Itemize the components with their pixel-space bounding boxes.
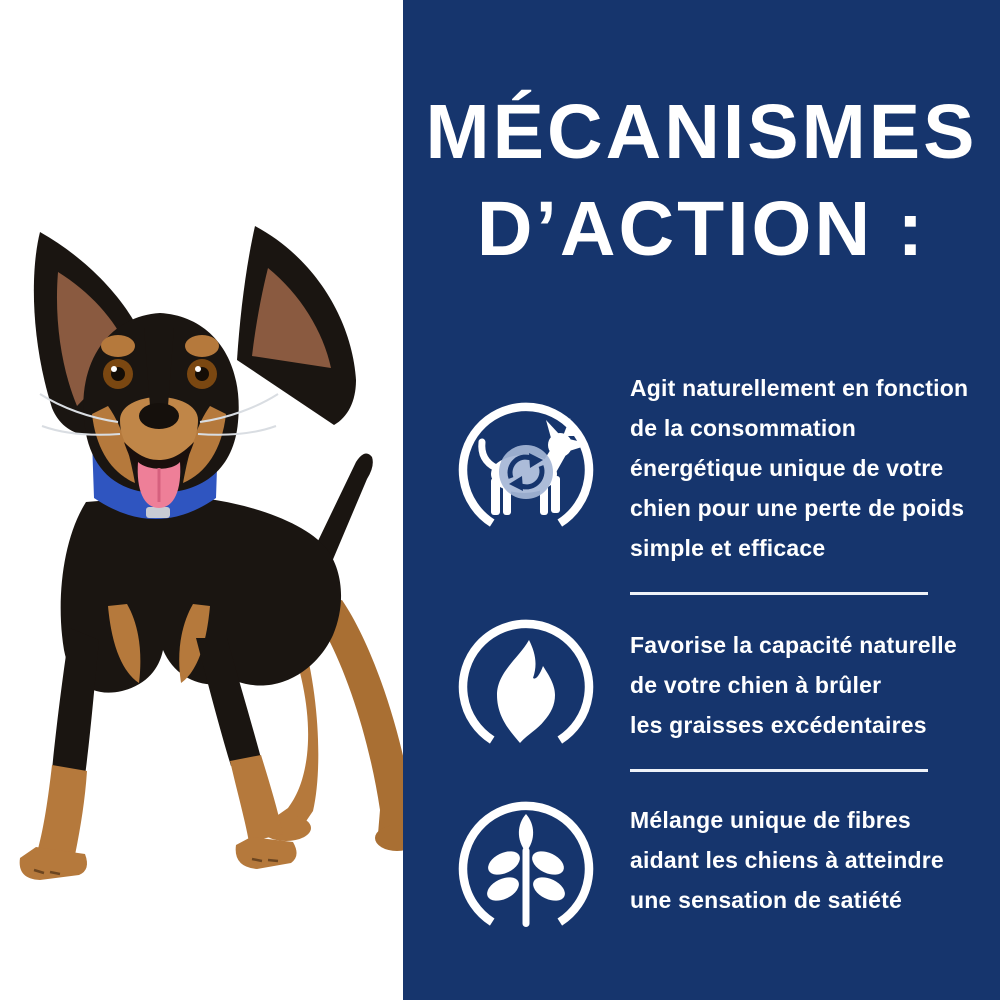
- text-line: de la consommation: [630, 415, 856, 441]
- dog-illustration: [0, 210, 420, 890]
- text-line: Mélange unique de fibres: [630, 807, 911, 833]
- dog-energy-cycle-icon: [456, 398, 596, 543]
- text-line: simple et efficace: [630, 535, 826, 561]
- flame-icon: [456, 615, 596, 760]
- section-divider-1: [630, 592, 928, 595]
- mechanism-item-satiety: [403, 797, 1000, 947]
- text-line: énergétique unique de votre: [630, 455, 944, 481]
- text-line: chien pour une perte de poids: [630, 495, 965, 521]
- flame-glyph: [497, 640, 555, 743]
- mechanism-text-satiety: [630, 800, 944, 920]
- page-title: [403, 84, 1000, 278]
- text-line: aidant les chiens à atteindre: [630, 847, 944, 873]
- text-line: Favorise la capacité naturelle: [630, 632, 957, 658]
- info-panel: [403, 0, 1000, 1000]
- dog-eyebrow-right: [185, 335, 219, 357]
- dog-nose: [139, 403, 179, 429]
- wheat-icon: [456, 797, 596, 942]
- heading-line-2: D’ACTION :: [476, 186, 927, 272]
- dog-eye-left: [103, 359, 133, 389]
- cycle-arrows-overlay: [499, 445, 553, 499]
- mechanism-item-energy: [403, 368, 1000, 578]
- mechanism-text-fat-burning: [630, 625, 957, 745]
- text-line: Agit naturellement en fonction: [630, 375, 969, 401]
- dog-eye-right: [187, 359, 217, 389]
- dog-front-leg-left: [20, 628, 99, 880]
- heading-line-1: MÉCANISMES: [425, 89, 978, 175]
- dog-body: [61, 496, 341, 693]
- wheat-glyph: [483, 814, 568, 927]
- mechanism-item-fat-burning: [403, 615, 1000, 765]
- dog-photo-area: [0, 0, 420, 1000]
- text-line: de votre chien à brûler: [630, 672, 882, 698]
- dog-ear-right: [237, 226, 356, 425]
- dog-eyebrow-left: [101, 335, 135, 357]
- text-line: les graisses excédentaires: [630, 712, 927, 738]
- text-line: une sensation de satiété: [630, 887, 902, 913]
- section-divider-2: [630, 769, 928, 772]
- mechanism-text-energy: [630, 368, 968, 568]
